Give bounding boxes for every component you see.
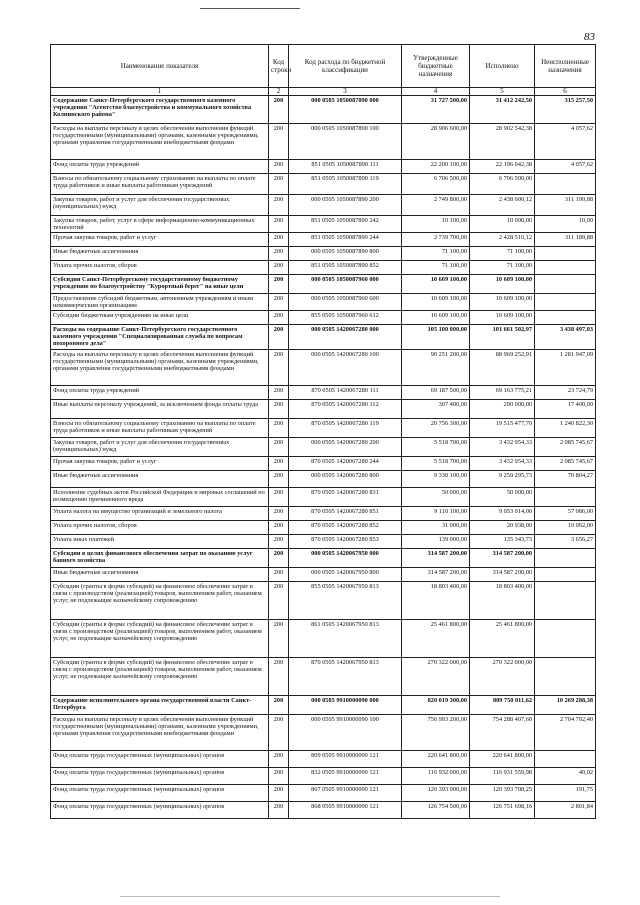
row-executed: 71 100,00 [470, 261, 535, 275]
row-executed: 10 090,00 [470, 216, 535, 233]
row-name: Субсидии Санкт-Петербургскому государственному бюджетному учреждению по благоустройству "Курортный берег" на иные цели [51, 275, 269, 294]
row-approved: 5 518 700,00 [402, 438, 470, 457]
row-expense-code: 000 0505 1050087960 600 [289, 294, 402, 311]
row-expense-code: 000 0505 9910000090 000 [289, 696, 402, 715]
header-executed: Исполнено [470, 45, 535, 88]
row-expense-code: 870 0505 1420067280 852 [289, 521, 402, 535]
row-name: Уплата прочих налогов, сборов [51, 261, 269, 275]
header-indicator-name: Наименование показателя [51, 45, 269, 88]
column-number: 1 [51, 88, 269, 96]
row-executed: 120 393 708,25 [470, 785, 535, 802]
row-executed: 290 000,00 [470, 400, 535, 419]
row-expense-code: 851 0505 1050087890 244 [289, 233, 402, 247]
scan-artifact-line [200, 8, 300, 9]
row-unexecuted: 311 189,88 [535, 233, 596, 247]
column-number: 6 [535, 88, 596, 96]
row-name: Фонд оплаты труда учреждений [51, 386, 269, 400]
table-row [51, 521, 596, 535]
table-row [51, 233, 596, 247]
row-line-code: 200 [269, 160, 289, 174]
row-approved: 307 400,00 [402, 400, 470, 419]
row-executed: 9 259 295,73 [470, 471, 535, 488]
row-line-code: 200 [269, 261, 289, 275]
row-line-code: 200 [269, 715, 289, 751]
row-executed: 6 706 500,00 [470, 174, 535, 195]
row-name: Уплата прочих налогов, сборов [51, 521, 269, 535]
row-unexecuted [535, 247, 596, 261]
row-approved: 2 749 800,00 [402, 195, 470, 216]
table-row [51, 311, 596, 325]
row-expense-code: 868 0505 9910000090 121 [289, 802, 402, 819]
column-number-row [51, 88, 596, 96]
row-name: Прочая закупка товаров, работ и услуг [51, 233, 269, 247]
row-approved: 820 019 300,00 [402, 696, 470, 715]
row-expense-code: 000 0505 1050087890 800 [289, 247, 402, 261]
table-row [51, 400, 596, 419]
row-expense-code: 870 0505 1420067280 112 [289, 400, 402, 419]
row-approved: 10 100,00 [402, 216, 470, 233]
row-name: Закупка товаров, работ и услуг для обеспечения государственных (муниципальных) нужд [51, 195, 269, 216]
table-row [51, 419, 596, 438]
row-name: Иные выплаты персоналу учреждений, за исключением фонда оплаты труда [51, 400, 269, 419]
row-executed: 314 587 200,00 [470, 549, 535, 568]
header-unexecuted: Неисполненные назначения [535, 45, 596, 88]
row-approved: 2 739 700,00 [402, 233, 470, 247]
table-row [51, 582, 596, 620]
row-expense-code: 851 0505 1050087890 119 [289, 174, 402, 195]
row-executed: 809 750 011,62 [470, 696, 535, 715]
row-executed: 69 163 775,21 [470, 386, 535, 400]
row-executed: 754 288 407,60 [470, 715, 535, 751]
table-row [51, 174, 596, 195]
budget-execution-table [50, 44, 596, 819]
row-expense-code: 832 0505 9910000090 121 [289, 768, 402, 785]
row-expense-code: 000 0505 1050087890 100 [289, 124, 402, 160]
row-line-code: 200 [269, 438, 289, 457]
row-name: Фонд оплаты труда государственных (муниципальных) органов [51, 751, 269, 768]
row-expense-code: 870 0505 1420067280 111 [289, 386, 402, 400]
row-name: Фонд оплаты труда государственных (муниципальных) органов [51, 785, 269, 802]
header-line-code: Код строки [269, 45, 289, 88]
row-approved: 139 000,00 [402, 535, 470, 549]
row-approved: 10 609 100,00 [402, 294, 470, 311]
row-line-code: 200 [269, 195, 289, 216]
row-executed: 10 609 100,00 [470, 275, 535, 294]
row-unexecuted: 2 704 792,40 [535, 715, 596, 751]
row-expense-code: 870 0505 1420067280 851 [289, 507, 402, 521]
row-unexecuted: 4 057,62 [535, 160, 596, 174]
scan-artifact-footer [120, 896, 500, 897]
table-row [51, 325, 596, 350]
row-approved: 25 461 800,00 [402, 620, 470, 658]
row-line-code: 200 [269, 174, 289, 195]
table-row [51, 620, 596, 658]
table-row [51, 124, 596, 160]
table-row [51, 658, 596, 696]
row-unexecuted: 70 804,27 [535, 471, 596, 488]
row-expense-code: 000 0505 9910000090 100 [289, 715, 402, 751]
row-executed: 88 969 252,91 [470, 350, 535, 386]
row-approved: 28 906 600,00 [402, 124, 470, 160]
row-unexecuted: 315 257,50 [535, 96, 596, 124]
row-line-code: 200 [269, 568, 289, 582]
row-name: Иные бюджетные ассигнования [51, 471, 269, 488]
row-executed: 3 432 954,33 [470, 457, 535, 471]
row-approved: 105 100 000,00 [402, 325, 470, 350]
row-name: Взносы по обязательному социальному страхованию на выплаты по оплате труда работников и иные выплаты работникам учреждений [51, 419, 269, 438]
row-expense-code: 870 0505 1420067950 813 [289, 658, 402, 696]
row-approved: 10 609 100,00 [402, 275, 470, 294]
row-name: Расходы на выплаты персоналу в целях обеспечения выполнения функций государственными (муниципальными) органами, казенными учреждениями, органами управления государственными внебюджетными фондами [51, 124, 269, 160]
row-approved: 116 932 000,00 [402, 768, 470, 785]
row-approved: 31 727 500,00 [402, 96, 470, 124]
row-name: Взносы по обязательному социальному страхованию на выплаты по оплате труда работников и иные выплаты работникам учреждений [51, 174, 269, 195]
table-row [51, 751, 596, 768]
column-number: 3 [289, 88, 402, 96]
table-row [51, 457, 596, 471]
row-expense-code: 870 0505 1420067280 244 [289, 457, 402, 471]
row-unexecuted [535, 620, 596, 658]
row-line-code: 200 [269, 488, 289, 507]
table-row [51, 768, 596, 785]
row-unexecuted: 10,00 [535, 216, 596, 233]
row-approved: 270 322 000,00 [402, 658, 470, 696]
row-unexecuted: 311 199,88 [535, 195, 596, 216]
row-expense-code: 861 0505 1420067950 813 [289, 620, 402, 658]
row-executed: 9 053 014,00 [470, 507, 535, 521]
row-executed: 3 432 954,33 [470, 438, 535, 457]
table-row [51, 535, 596, 549]
row-executed: 220 641 800,00 [470, 751, 535, 768]
row-expense-code: 809 0505 9910000090 121 [289, 751, 402, 768]
row-unexecuted: 3 438 497,03 [535, 325, 596, 350]
header-expense-code: Код расхода по бюджетной классификации [289, 45, 402, 88]
row-line-code: 200 [269, 386, 289, 400]
row-expense-code: 870 0505 1420067280 853 [289, 535, 402, 549]
row-unexecuted: 4 057,62 [535, 124, 596, 160]
row-unexecuted [535, 488, 596, 507]
row-unexecuted: 17 400,00 [535, 400, 596, 419]
row-name: Субсидии (гранты в форме субсидий) на финансовое обеспечение затрат в связи с производством (реализацией) товаров, выполнением работ, оказанием услуг, не подлежащие казначейскому сопровождению [51, 582, 269, 620]
row-approved: 756 993 200,00 [402, 715, 470, 751]
row-expense-code: 855 0505 1420067950 813 [289, 582, 402, 620]
row-line-code: 200 [269, 247, 289, 261]
row-line-code: 200 [269, 294, 289, 311]
table-header-row [51, 45, 596, 88]
row-expense-code: 855 0505 1050087960 612 [289, 311, 402, 325]
row-expense-code: 000 0505 1420067280 100 [289, 350, 402, 386]
row-expense-code: 870 0505 1420067280 119 [289, 419, 402, 438]
row-name: Уплата иных платежей [51, 535, 269, 549]
column-number: 4 [402, 88, 470, 96]
row-executed: 22 196 042,38 [470, 160, 535, 174]
table-row [51, 785, 596, 802]
row-expense-code: 851 0505 1050087890 852 [289, 261, 402, 275]
row-line-code: 200 [269, 311, 289, 325]
row-unexecuted: 23 724,79 [535, 386, 596, 400]
row-line-code: 200 [269, 96, 289, 124]
row-unexecuted: 10 062,00 [535, 521, 596, 535]
row-name: Закупка товаров, работ, услуг в сфере информационно-коммуникационных технологий [51, 216, 269, 233]
row-expense-code: 870 0505 1420067280 831 [289, 488, 402, 507]
row-approved: 71 100,00 [402, 261, 470, 275]
row-expense-code: 000 0505 1050087960 000 [289, 275, 402, 294]
row-approved: 69 187 500,00 [402, 386, 470, 400]
row-approved: 9 330 100,00 [402, 471, 470, 488]
row-name: Субсидии бюджетным учреждениям на иные цели [51, 311, 269, 325]
row-name: Уплата налога на имущество организаций и земельного налога [51, 507, 269, 521]
row-unexecuted [535, 311, 596, 325]
table-row [51, 438, 596, 457]
row-line-code: 200 [269, 696, 289, 715]
row-unexecuted: 2 085 745,67 [535, 457, 596, 471]
row-expense-code: 000 0505 1420067280 000 [289, 325, 402, 350]
row-executed: 270 322 000,00 [470, 658, 535, 696]
row-unexecuted [535, 582, 596, 620]
row-expense-code: 000 0505 1420067280 200 [289, 438, 402, 457]
row-line-code: 200 [269, 507, 289, 521]
row-executed: 135 343,73 [470, 535, 535, 549]
row-unexecuted: 57 086,00 [535, 507, 596, 521]
row-name: Прочая закупка товаров, работ и услуг [51, 457, 269, 471]
table-row [51, 261, 596, 275]
row-executed: 314 587 200,00 [470, 568, 535, 582]
row-line-code: 200 [269, 471, 289, 488]
row-line-code: 200 [269, 419, 289, 438]
row-expense-code: 000 0505 1420067950 800 [289, 568, 402, 582]
row-approved: 50 000,00 [402, 488, 470, 507]
row-executed: 19 515 477,70 [470, 419, 535, 438]
row-approved: 5 518 700,00 [402, 457, 470, 471]
row-executed: 25 461 800,00 [470, 620, 535, 658]
row-line-code: 200 [269, 582, 289, 620]
header-approved: Утвержденные бюджетные назначения [402, 45, 470, 88]
row-approved: 220 641 800,00 [402, 751, 470, 768]
table-row [51, 294, 596, 311]
row-name: Иные бюджетные ассигнования [51, 568, 269, 582]
row-line-code: 200 [269, 521, 289, 535]
row-expense-code: 000 0505 1050087890 200 [289, 195, 402, 216]
row-line-code: 200 [269, 802, 289, 819]
table-row [51, 471, 596, 488]
row-expense-code: 867 0505 9910000090 121 [289, 785, 402, 802]
row-line-code: 200 [269, 768, 289, 785]
row-line-code: 200 [269, 535, 289, 549]
row-name: Субсидии (гранты в форме субсидий) на финансовое обеспечение затрат в связи с производством (реализацией) товаров, выполнением работ, оказанием услуг, не подлежащие казначейскому сопровождению [51, 658, 269, 696]
row-expense-code: 000 0505 1420067950 000 [289, 549, 402, 568]
table-row [51, 488, 596, 507]
row-unexecuted: 191,75 [535, 785, 596, 802]
row-unexecuted [535, 275, 596, 294]
row-executed: 2 438 600,12 [470, 195, 535, 216]
page-number: 83 [584, 31, 595, 43]
row-line-code: 200 [269, 233, 289, 247]
table-row [51, 715, 596, 751]
row-approved: 10 609 100,00 [402, 311, 470, 325]
row-line-code: 200 [269, 124, 289, 160]
row-approved: 90 251 200,00 [402, 350, 470, 386]
row-executed: 2 428 510,12 [470, 233, 535, 247]
row-unexecuted: 10 269 288,38 [535, 696, 596, 715]
row-approved: 6 706 500,00 [402, 174, 470, 195]
table-row [51, 216, 596, 233]
row-name: Субсидии (гранты в форме субсидий) на финансовое обеспечение затрат в связи с производством (реализацией) товаров, выполнением работ, оказанием услуг, не подлежащие казначейскому сопровождению [51, 620, 269, 658]
row-name: Исполнение судебных актов Российской Федерации и мировых соглашений по возмещению причиненного вреда [51, 488, 269, 507]
row-executed: 18 803 400,00 [470, 582, 535, 620]
row-unexecuted [535, 549, 596, 568]
row-expense-code: 000 0505 1050087890 000 [289, 96, 402, 124]
row-executed: 31 412 242,50 [470, 96, 535, 124]
row-executed: 50 000,00 [470, 488, 535, 507]
table-row [51, 160, 596, 174]
row-name: Субсидии в целях финансового обеспечения затрат по оказанию услуг банного хозяйства [51, 549, 269, 568]
table-row [51, 386, 596, 400]
row-unexecuted [535, 658, 596, 696]
row-unexecuted [535, 751, 596, 768]
table-row [51, 195, 596, 216]
row-line-code: 200 [269, 751, 289, 768]
row-unexecuted: 40,02 [535, 768, 596, 785]
row-name: Закупка товаров, работ и услуг для обеспечения государственных (муниципальных) нужд [51, 438, 269, 457]
row-line-code: 200 [269, 400, 289, 419]
row-unexecuted [535, 568, 596, 582]
row-approved: 31 000,00 [402, 521, 470, 535]
row-line-code: 200 [269, 785, 289, 802]
row-unexecuted: 1 240 822,30 [535, 419, 596, 438]
row-executed: 116 931 559,98 [470, 768, 535, 785]
row-name: Фонд оплаты труда учреждений [51, 160, 269, 174]
row-approved: 9 110 100,00 [402, 507, 470, 521]
table-row [51, 568, 596, 582]
row-name: Содержание исполнительного органа государственной власти Санкт-Петербурга [51, 696, 269, 715]
row-approved: 120 393 900,00 [402, 785, 470, 802]
row-approved: 22 200 100,00 [402, 160, 470, 174]
row-approved: 71 100,00 [402, 247, 470, 261]
row-approved: 314 587 200,00 [402, 568, 470, 582]
row-line-code: 200 [269, 216, 289, 233]
row-line-code: 200 [269, 325, 289, 350]
row-name: Расходы на выплаты персоналу в целях обеспечения выполнения функций государственными (муниципальными) органами, казенными учреждениями, органами управления государственными внебюджетными фондами [51, 350, 269, 386]
row-approved: 126 754 500,00 [402, 802, 470, 819]
row-executed: 28 902 542,38 [470, 124, 535, 160]
row-name: Предоставление субсидий бюджетным, автономным учреждениям и иным некоммерческим организациям [51, 294, 269, 311]
row-approved: 20 756 300,00 [402, 419, 470, 438]
row-unexecuted: 2 085 745,67 [535, 438, 596, 457]
row-unexecuted: 3 656,27 [535, 535, 596, 549]
row-name: Фонд оплаты труда государственных (муниципальных) органов [51, 768, 269, 785]
row-line-code: 200 [269, 549, 289, 568]
table-row [51, 96, 596, 124]
row-line-code: 200 [269, 350, 289, 386]
table-row [51, 247, 596, 261]
column-number: 5 [470, 88, 535, 96]
row-executed: 10 609 100,00 [470, 311, 535, 325]
row-expense-code: 851 0505 1050087890 242 [289, 216, 402, 233]
row-executed: 101 661 502,97 [470, 325, 535, 350]
row-line-code: 200 [269, 275, 289, 294]
row-unexecuted: 2 801,84 [535, 802, 596, 819]
table-row [51, 696, 596, 715]
row-executed: 71 100,00 [470, 247, 535, 261]
row-line-code: 200 [269, 620, 289, 658]
row-expense-code: 851 0505 1050087890 111 [289, 160, 402, 174]
table-row [51, 350, 596, 386]
row-executed: 126 751 698,16 [470, 802, 535, 819]
row-name: Расходы на содержание Санкт-Петербургского государственного казенного учреждения "Специализированная служба по вопросам похоронного дела" [51, 325, 269, 350]
row-unexecuted: 1 281 947,09 [535, 350, 596, 386]
row-name: Содержание Санкт-Петербургского государственного казенного учреждения "Агентство благоустройства и коммунального хозяйства Колпинского района" [51, 96, 269, 124]
column-number: 2 [269, 88, 289, 96]
table-row [51, 549, 596, 568]
table-row [51, 802, 596, 819]
row-expense-code: 000 0505 1420067280 800 [289, 471, 402, 488]
row-name: Расходы на выплаты персоналу в целях обеспечения выполнения функций государственными (муниципальными) органами, казенными учреждениями, органами управления государственными внебюджетными фондами [51, 715, 269, 751]
row-unexecuted [535, 261, 596, 275]
row-approved: 18 803 400,00 [402, 582, 470, 620]
row-approved: 314 587 200,00 [402, 549, 470, 568]
row-unexecuted [535, 174, 596, 195]
row-executed: 10 609 100,00 [470, 294, 535, 311]
row-executed: 20 938,00 [470, 521, 535, 535]
row-name: Фонд оплаты труда государственных (муниципальных) органов [51, 802, 269, 819]
table-row [51, 275, 596, 294]
row-name: Иные бюджетные ассигнования [51, 247, 269, 261]
table-row [51, 507, 596, 521]
row-line-code: 200 [269, 658, 289, 696]
row-line-code: 200 [269, 457, 289, 471]
row-unexecuted [535, 294, 596, 311]
table-body [51, 96, 596, 819]
